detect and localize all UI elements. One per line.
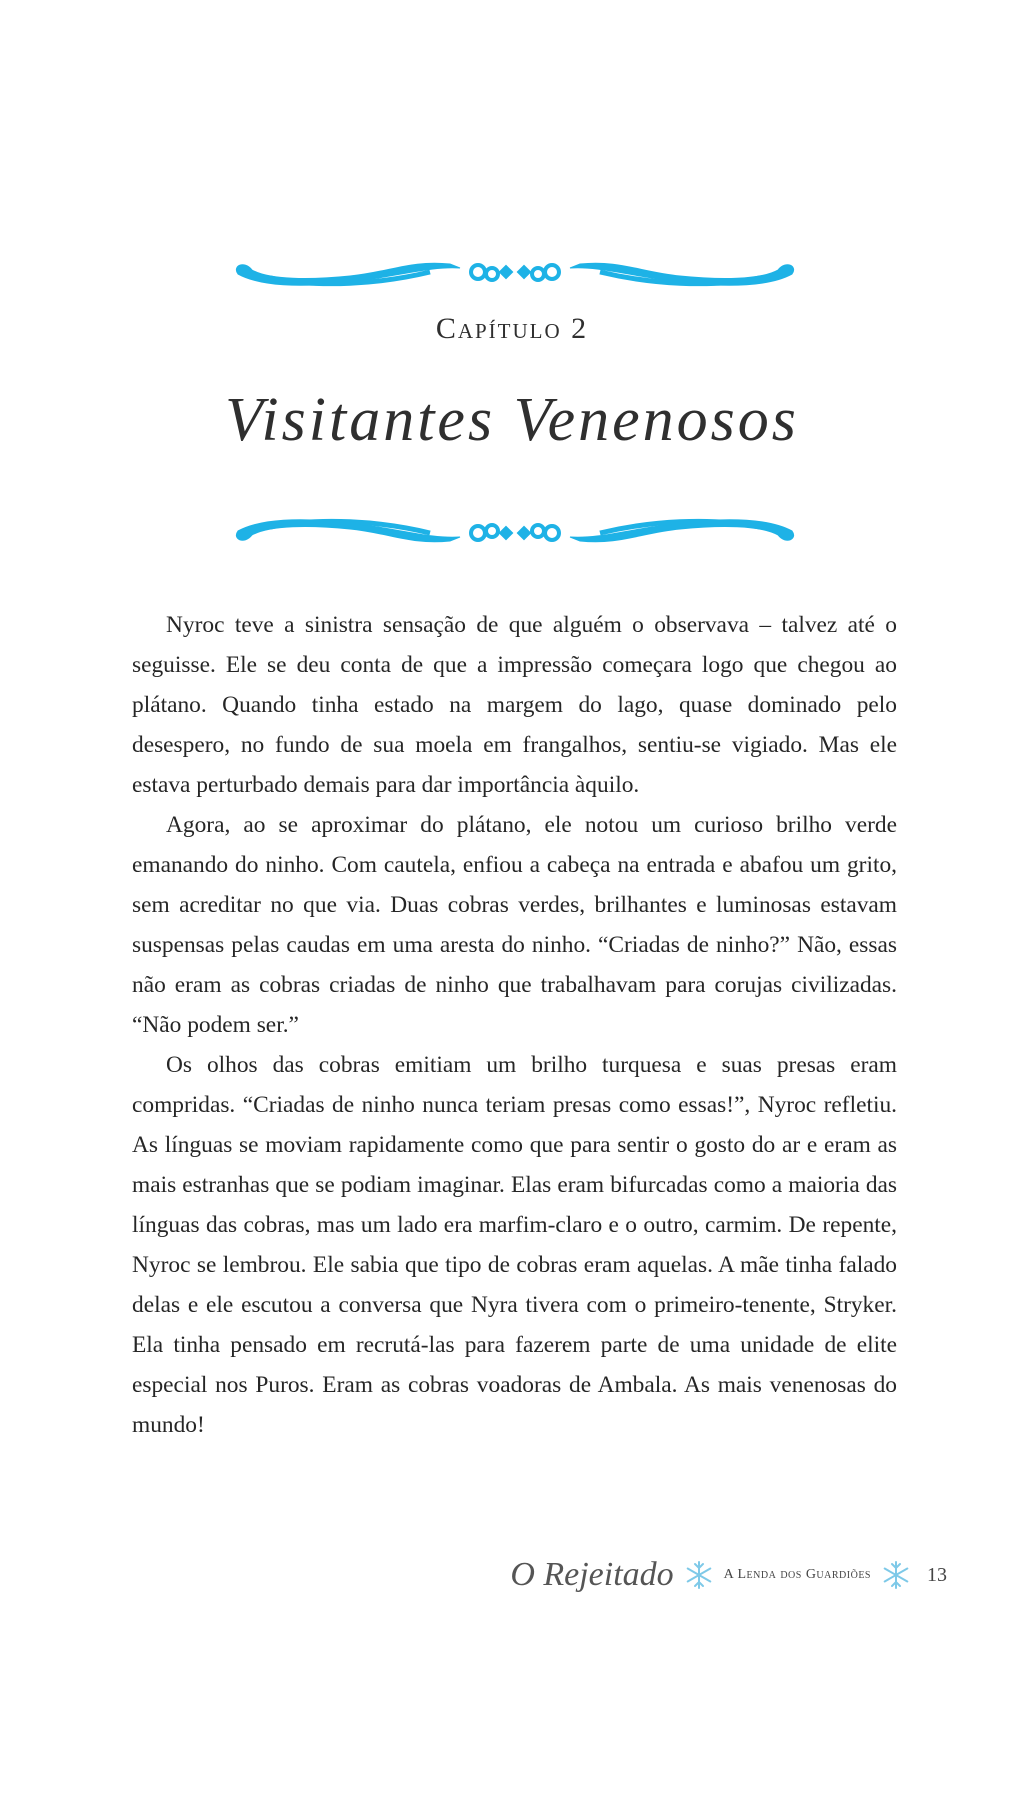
- book-title: O Rejeitado: [510, 1556, 674, 1593]
- snowflake-icon: [881, 1560, 911, 1590]
- paragraph: Agora, ao se aproximar do plátano, ele notou um curioso brilho verde emanando do ninho. Com cautela, enfiou a cabeça na entrada e abafou um grito, sem acreditar no que via. Duas cobras verdes, brilhantes e luminosas estavam suspensas pelas caudas em uma aresta do ninho. “Criadas de ninho?” Não, essas não eram as cobras criadas de ninho que trabalhavam para corujas civilizadas. “Não podem ser.”: [132, 812, 897, 1038]
- page-footer: [510, 1555, 947, 1595]
- chapter-body: [132, 605, 897, 1445]
- snowflake-icon: [684, 1560, 714, 1590]
- series-title: A Lenda dos Guardiões: [723, 1567, 871, 1582]
- paragraph: Os olhos das cobras emitiam um brilho turquesa e suas presas eram compridas. “Criadas de ninho nunca teriam presas como essas!”, Nyroc refletiu. As línguas se moviam rapidamente como que para sentir o gosto do ar e eram as mais estranhas que se podiam imaginar. Elas eram bifurcadas como a maioria das línguas das cobras, mas um lado era marfim-claro e o outro, carmim. De repente, Nyroc se lembrou. Ele sabia que tipo de cobras eram aquelas. A mãe tinha falado delas e ele escutou a conversa que Nyra tivera com o primeiro-tenente, Stryker. Ela tinha pensado em recrutá-las para fazerem parte de uma unidade de elite especial nos Puros. Eram as cobras voadoras de Ambala. As mais venenosas do mundo!: [132, 1052, 897, 1438]
- ornament-bottom-icon: [230, 505, 800, 555]
- ornament-top-icon: [230, 250, 800, 300]
- paragraph: Nyroc teve a sinistra sensação de que alguém o observava – talvez até o seguisse. Ele se deu conta de que a impressão começara logo que chegou ao plátano. Quando tinha estado na margem do lago, quase dominado pelo desespero, no fundo de sua moela em frangalhos, sentiu-se vigiado. Mas ele estava perturbado demais para dar importância àquilo.: [132, 612, 897, 798]
- page-number: 13: [927, 1563, 947, 1586]
- chapter-title: Visitantes Venenosos: [225, 386, 799, 454]
- chapter-label: Capítulo 2: [435, 312, 589, 345]
